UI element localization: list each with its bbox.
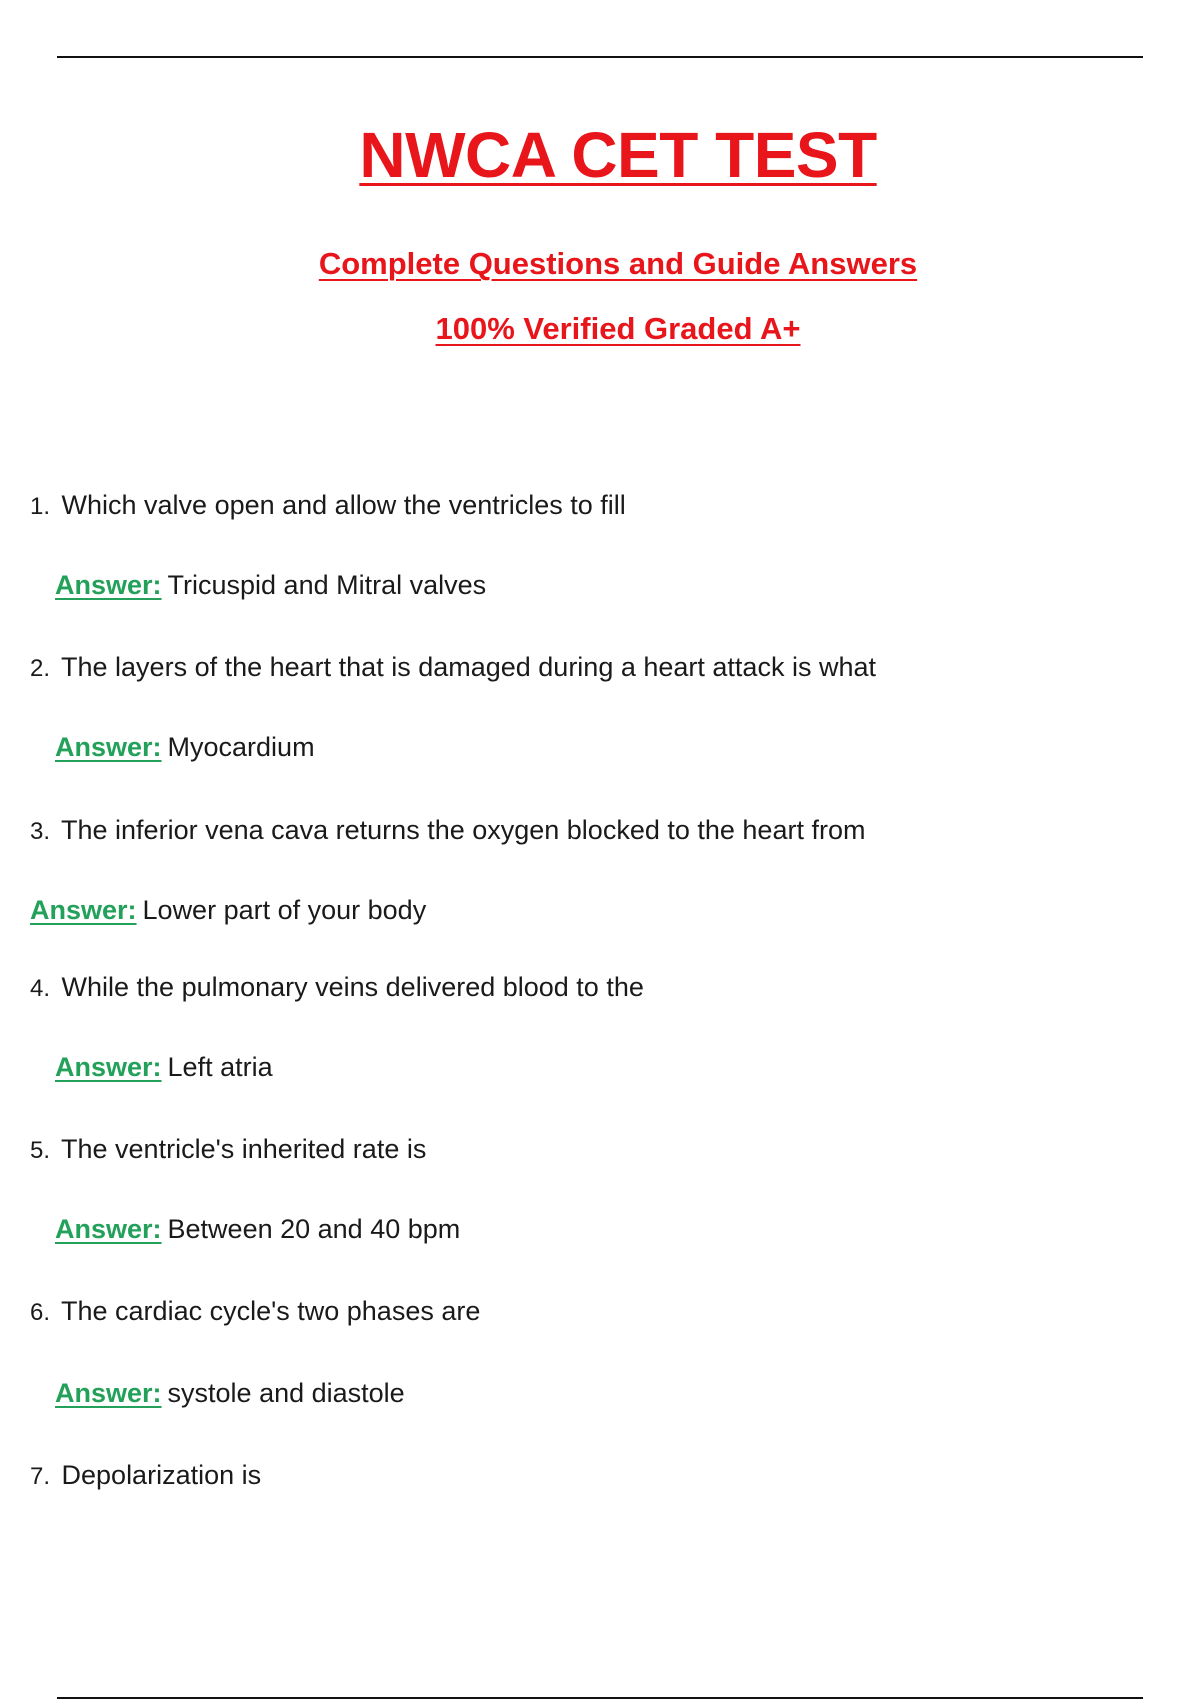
question-item [30, 650, 876, 686]
answer-text: systole and diastole [167, 1378, 405, 1408]
question-number: 4. [30, 975, 51, 1002]
answer-line [55, 730, 315, 764]
answer-line [55, 1050, 273, 1084]
answer-text: Lower part of your body [142, 895, 427, 925]
bottom-divider [57, 1697, 1143, 1699]
answer-label: Answer: [30, 895, 137, 925]
question-text: The cardiac cycle's two phases are [61, 1296, 481, 1326]
document-subtitle: Complete Questions and Guide Answers [318, 246, 918, 281]
question-item [30, 813, 865, 849]
question-number: 5. [30, 1137, 51, 1164]
question-text: The layers of the heart that is damaged during a heart attack is what [61, 652, 876, 682]
question-number: 3. [30, 818, 51, 845]
answer-line [55, 1212, 460, 1246]
answer-text: Between 20 and 40 bpm [167, 1214, 461, 1244]
answer-text: Myocardium [167, 732, 315, 762]
question-text: The ventricle's inherited rate is [61, 1134, 427, 1164]
answer-line [55, 1376, 405, 1410]
question-text: Depolarization is [61, 1460, 262, 1490]
document-title: NWCA CET TEST [359, 119, 877, 191]
question-item [30, 970, 644, 1006]
answer-line [55, 568, 486, 602]
answer-text: Left atria [167, 1052, 273, 1082]
question-item [30, 1458, 261, 1494]
question-number: 6. [30, 1299, 51, 1326]
answer-text: Tricuspid and Mitral valves [167, 570, 487, 600]
answer-label: Answer: [55, 570, 162, 600]
answer-label: Answer: [55, 1214, 162, 1244]
document-grade-line: 100% Verified Graded A+ [435, 311, 801, 346]
question-number: 2. [30, 655, 51, 682]
question-item [30, 488, 626, 524]
question-text: While the pulmonary veins delivered blood to the [61, 972, 644, 1002]
question-item [30, 1132, 426, 1168]
question-number: 1. [30, 493, 51, 520]
answer-label: Answer: [55, 732, 162, 762]
answer-label: Answer: [55, 1052, 162, 1082]
question-item [30, 1294, 480, 1330]
answer-line [30, 893, 426, 927]
question-text: The inferior vena cava returns the oxygen blocked to the heart from [61, 815, 866, 845]
question-number: 7. [30, 1463, 51, 1490]
answer-label: Answer: [55, 1378, 162, 1408]
top-divider [57, 56, 1143, 58]
question-text: Which valve open and allow the ventricles to fill [61, 490, 626, 520]
